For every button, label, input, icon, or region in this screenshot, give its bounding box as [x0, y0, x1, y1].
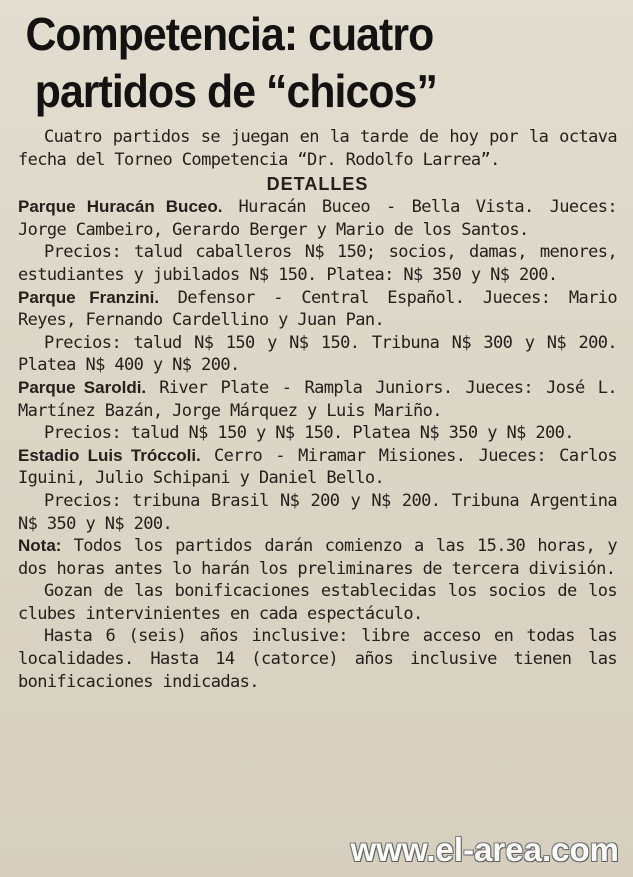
venue-name: Estadio Luis Tróccoli.	[18, 445, 201, 465]
venue-match: Defensor - Central Español. Jueces: Mario Reyes, Fernando Cardellino y Juan Pan.	[18, 287, 618, 331]
venue-match: Cerro - Miramar Misiones. Jueces: Carlos Iguini, Julio Schipani y Daniel Bello.	[18, 445, 617, 489]
intro-paragraph: Cuatro partidos se juegan en la tarde de hoy por la octava fecha del Torneo Competencia “Dr. Rodolfo Larrea”.	[18, 127, 617, 170]
venue-prices: Precios: talud N$ 150 y N$ 150. Tribuna N$ 300 y N$ 200. Platea N$ 400 y N$ 200.	[18, 332, 617, 376]
venue-paragraph	[18, 287, 617, 332]
venue-name: Parque Franzini.	[18, 287, 160, 307]
headline-line-2: partidos de “chicos”	[34, 65, 437, 117]
venue-match: Huracán Buceo - Bella Vista. Jueces: Jorge Cambeiro, Gerardo Berger y Mario de los Santos.	[18, 197, 618, 240]
venue-paragraph	[18, 196, 617, 241]
note-paragraph	[18, 535, 617, 580]
article-body	[18, 126, 617, 693]
venue-paragraph	[18, 377, 617, 422]
venue-match: River Plate - Rampla Juniors. Jueces: José L. Martínez Bazán, Jorge Márquez y Luis Mariño.	[18, 377, 617, 421]
venue-prices: Precios: talud N$ 150 y N$ 150. Platea N$ 350 y N$ 200.	[44, 423, 574, 444]
venue-name: Parque Huracán Buceo.	[18, 197, 223, 217]
note-text: Todos los partidos darán comienzo a las 15.30 horas, y dos horas antes lo harán los preliminares de tercera división.	[18, 536, 617, 579]
watermark: www.el-area.com	[350, 831, 619, 868]
headline	[18, 6, 575, 120]
note-label: Nota:	[18, 536, 62, 556]
venue-name: Parque Saroldi.	[18, 377, 147, 397]
bonus-paragraph: Gozan de las bonificaciones establecidas los socios de los clubes intervinientes en cada espectáculo.	[18, 581, 617, 624]
venue-prices: Precios: talud caballeros N$ 150; socios, damas, menores, estudiantes y jubilados N$ 150. Platea: N$ 350 y N$ 200.	[18, 242, 617, 285]
ages-paragraph: Hasta 6 (seis) años inclusive: libre acceso en todas las localidades. Hasta 14 (catorce) años inclusive tienen las bonificaciones indicadas.	[18, 626, 617, 692]
headline-line-1: Competencia: cuatro	[25, 8, 434, 60]
section-title: DETALLES	[266, 174, 369, 195]
venue-paragraph	[18, 445, 617, 490]
venue-prices: Precios: tribuna Brasil N$ 200 y N$ 200. Tribuna Argentina N$ 350 y N$ 200.	[18, 490, 617, 534]
